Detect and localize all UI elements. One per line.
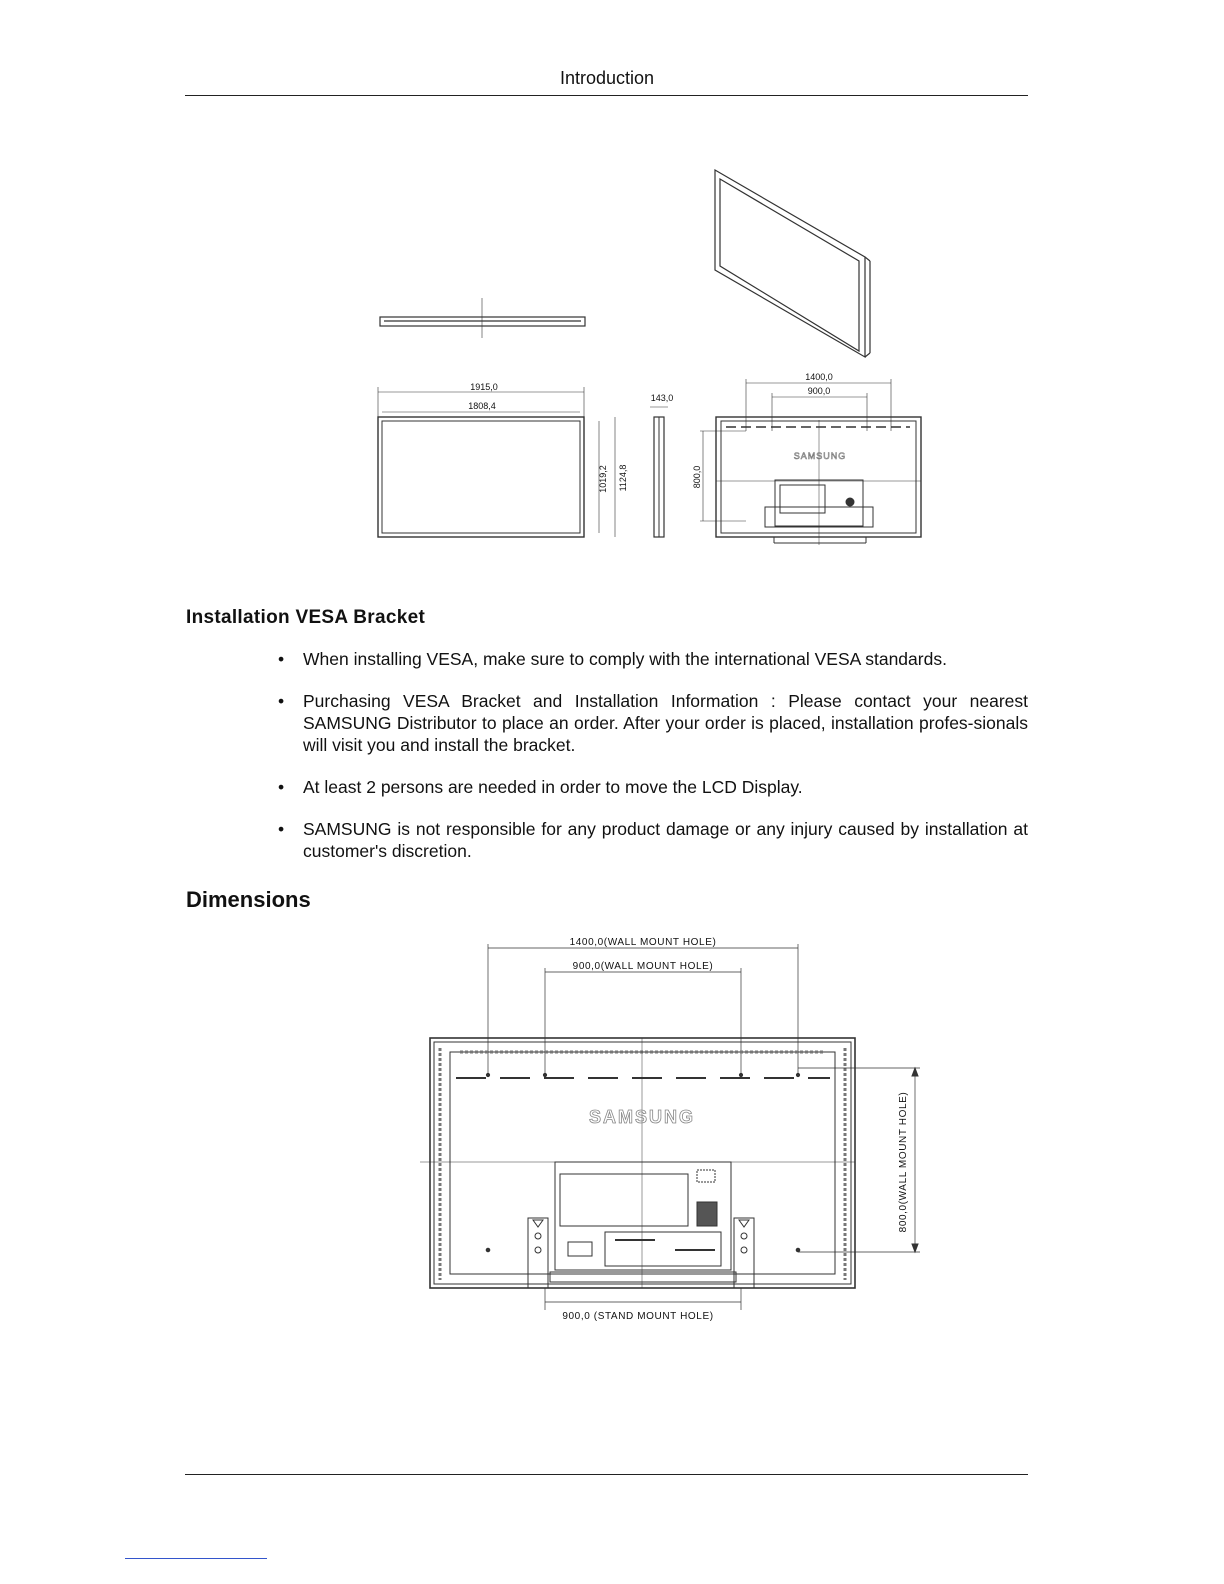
- list-item: • At least 2 persons are needed in order to move the LCD Display.: [278, 777, 803, 797]
- dim-width-outer: 1915,0: [470, 382, 498, 392]
- footer-link-underline: [125, 1558, 267, 1559]
- section-title-dimensions: Dimensions: [186, 887, 311, 912]
- dim-wall-v-large: 800,0(WALL MOUNT HOLE): [898, 1091, 909, 1233]
- bullet-dot: •: [278, 691, 285, 711]
- list-item: • Purchasing VESA Bracket and Installation Information : Please contact your nearest SAMSUNG Distributor to place an order. After your order is placed, installation profes-sionals will visit you and install the bracket.: [278, 691, 1028, 755]
- rear-brand-logo-large: SAMSUNG: [588, 1107, 696, 1127]
- dim-wall-h-outer: 1400,0: [805, 372, 833, 382]
- dim-stand-mount: 900,0 (STAND MOUNT HOLE): [562, 1311, 714, 1322]
- bullet-dot: •: [278, 777, 285, 797]
- header-rule: [185, 95, 1028, 96]
- dim-wall-v: 800,0: [692, 465, 702, 489]
- section-title-vesa: Installation VESA Bracket: [186, 607, 426, 628]
- perspective-view: [715, 170, 870, 357]
- front-view: [378, 387, 615, 537]
- wall-mount-figure: [420, 930, 930, 1330]
- dim-height-inner: 1019,2: [598, 465, 608, 493]
- dim-depth: 143,0: [650, 393, 674, 403]
- bullet-dot: •: [278, 649, 285, 669]
- dim-width-inner: 1808,4: [468, 401, 496, 411]
- dim-wall-h-outer-large: 1400,0(WALL MOUNT HOLE): [569, 937, 717, 948]
- footer-rule: [185, 1474, 1028, 1475]
- list-item: • When installing VESA, make sure to comply with the international VESA standards.: [278, 649, 947, 669]
- dim-wall-h-inner: 900,0: [807, 386, 831, 396]
- page-header-title: Introduction: [559, 68, 655, 88]
- product-views-figure: [370, 165, 940, 550]
- top-view: [380, 298, 585, 338]
- rear-brand-logo: SAMSUNG: [793, 451, 847, 461]
- dim-wall-h-inner-large: 900,0(WALL MOUNT HOLE): [572, 961, 714, 972]
- dim-height-outer: 1124,8: [618, 464, 628, 492]
- list-item: • SAMSUNG is not responsible for any product damage or any injury caused by installation at customer's discretion.: [278, 819, 1028, 861]
- side-view: [650, 407, 668, 537]
- bullet-dot: •: [278, 819, 285, 839]
- rear-view: [700, 379, 921, 545]
- vesa-bullet-list: [278, 648, 1028, 882]
